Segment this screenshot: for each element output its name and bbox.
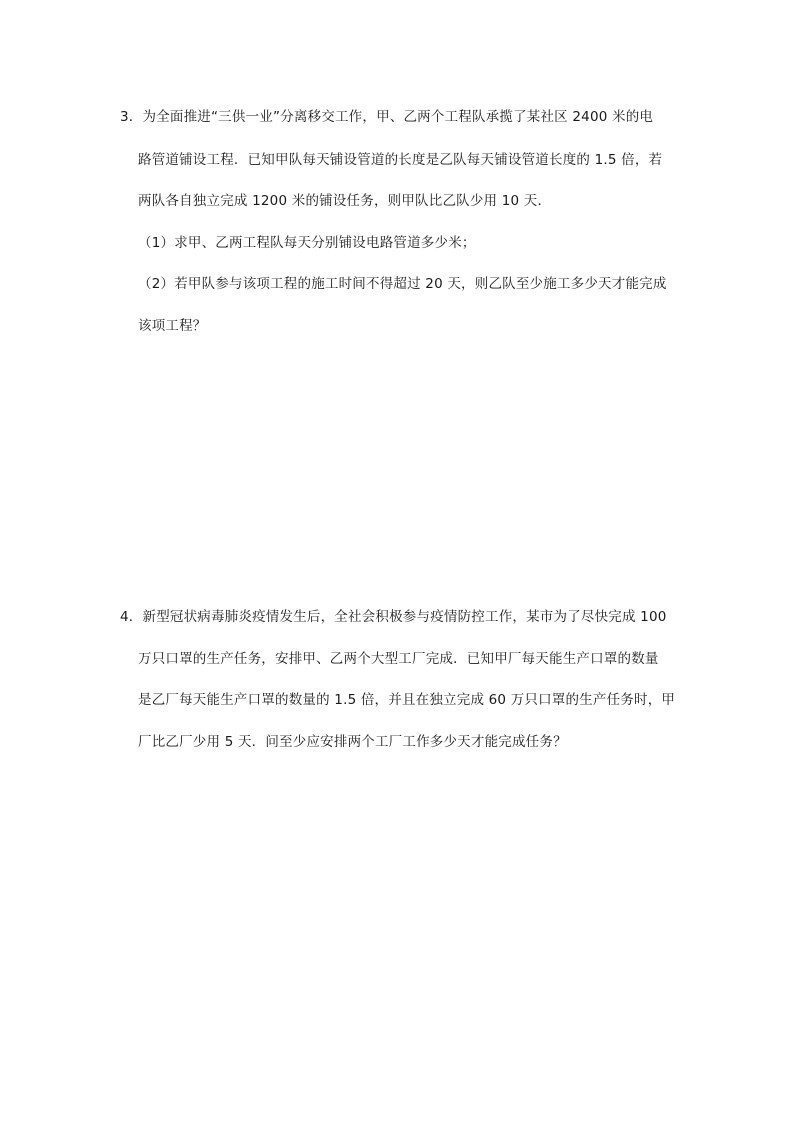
problem-4-text-line: 厂比乙厂少用 5 天．问至少应安排两个工厂工作多少天才能完成任务？ — [138, 734, 567, 750]
problem-4-text-line: 是乙厂每天能生产口罩的数量的 1.5 倍，并且在独立完成 60 万只口罩的生产任务时，甲 — [138, 692, 676, 708]
problem-4-text-line: 4．新型冠状病毒肺炎疫情发生后，全社会积极参与疫情防控工作，某市为了尽快完成 100 — [120, 609, 667, 625]
problem-3-sub-question-2-continued: 该项工程？ — [138, 318, 207, 334]
problem-3-sub-question-2: （2）若甲队参与该项工程的施工时间不得超过 20 天，则乙队至少施工多少天才能完成 — [138, 276, 667, 292]
problem-4-text-line: 万只口罩的生产任务，安排甲、乙两个大型工厂完成．已知甲厂每天能生产口罩的数量 — [138, 651, 659, 667]
problem-3-sub-question-1: （1）求甲、乙两工程队每天分别铺设电路管道多少米； — [138, 235, 476, 251]
problem-3-text-line: 3．为全面推进“三供一业”分离移交工作，甲、乙两个工程队承揽了某社区 2400 米的电 — [120, 109, 654, 125]
problem-3-text-line: 路管道铺设工程．已知甲队每天铺设管道的长度是乙队每天铺设管道长度的 1.5 倍，若 — [138, 152, 663, 168]
problem-3-text-line: 两队各自独立完成 1200 米的铺设任务，则甲队比乙队少用 10 天． — [138, 193, 552, 209]
